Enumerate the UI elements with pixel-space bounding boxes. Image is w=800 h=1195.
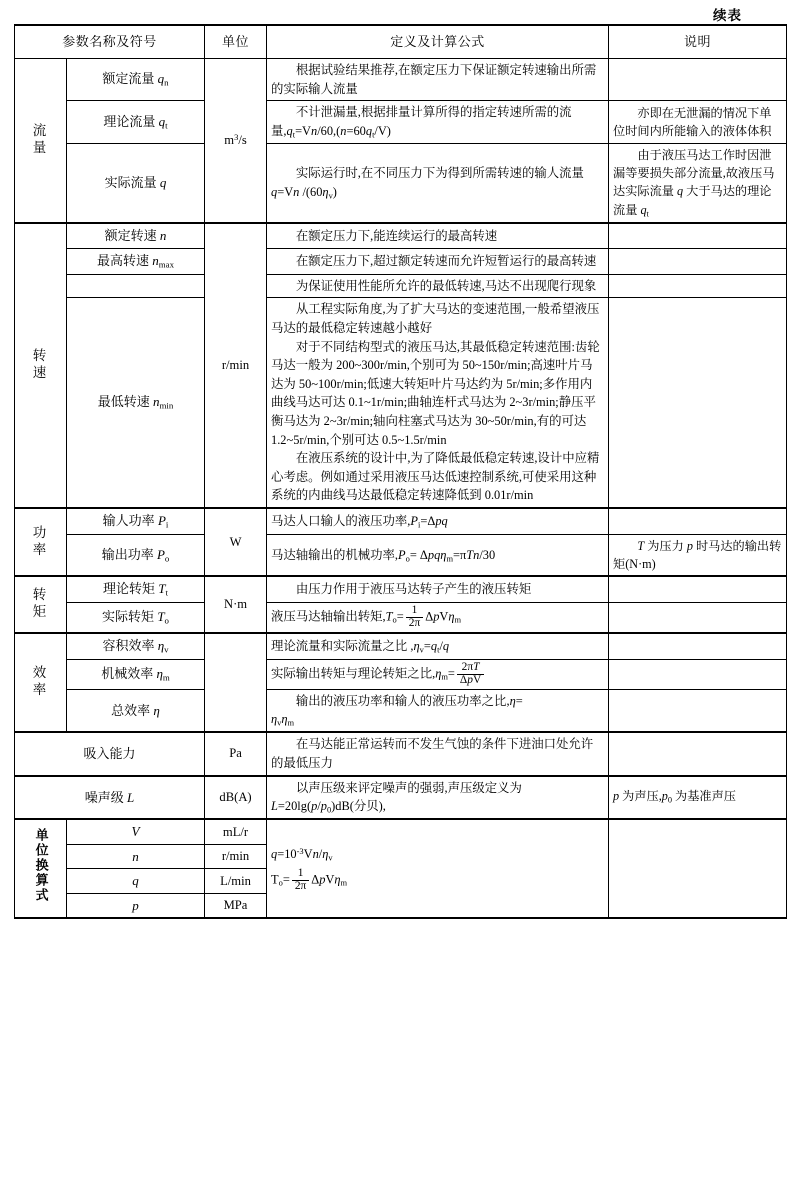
param-name-rated-speed: 额定转速 n xyxy=(67,223,205,248)
table-row xyxy=(15,732,787,775)
definition-output-power: 马达轴输出的机械功率$,P_o= \Delta pq\eta_m=\pi Tn/30$ xyxy=(267,534,609,576)
table-row xyxy=(15,659,787,689)
definition-theoretical-torque: 由压力作用于液压马达转子产生的液压转矩 xyxy=(267,576,609,602)
unit-suction-capacity: Pa xyxy=(205,732,267,775)
conversion-formulas xyxy=(267,819,609,918)
note-output-power: T 为压力 p 时马达的输出转矩(N·m) xyxy=(609,534,787,576)
group-label-efficiency: 效 率 xyxy=(15,633,67,732)
note-mechanical-efficiency xyxy=(609,659,787,689)
group-label-power: 功 率 xyxy=(15,508,67,576)
table-row xyxy=(15,534,787,576)
table-row xyxy=(15,59,787,101)
header-param: 参数名称及符号 xyxy=(15,25,205,59)
definition-rated-speed: 在额定压力下,能连续运行的最高转速 xyxy=(267,223,609,248)
table-row xyxy=(15,223,787,248)
conversion-unit-q: L/min xyxy=(205,869,267,894)
unit-noise-level: dB(A) xyxy=(205,776,267,820)
conversion-unit-V: mL/r xyxy=(205,819,267,844)
table-row xyxy=(15,603,787,633)
table-row xyxy=(15,298,787,508)
param-name-noise-level: 噪声级 L xyxy=(15,776,205,820)
param-name-input-power: 输人功率 $P_i$ xyxy=(67,508,205,534)
note-unit-conversion xyxy=(609,819,787,918)
table-row xyxy=(15,248,787,274)
conversion-formula-q: $q=10^{-3}Vn/\eta_v$ xyxy=(271,846,333,863)
definition-actual-torque: 液压马达轴输出转矩$,T_o=$ $\frac{1}{2\pi}$ ΔpVη$_m$ xyxy=(267,603,609,633)
note-theoretical-torque xyxy=(609,576,787,602)
definition-theoretical-flow: 不计泄漏量,根据排量计算所得的指定转速所需的流量$,q_t=Vn/60,(n=60q_t/V)$ xyxy=(267,101,609,144)
definition-mechanical-efficiency: 实际输出转矩与理论转矩之比$,\eta_m=$ $\frac{2\pi T}{\text{ΔpV}}$ xyxy=(267,659,609,689)
definition-volumetric-efficiency: 理论流量和实际流量之比 $,\eta_v=q_t/q$ xyxy=(267,633,609,659)
group-label-flow: 流 量 xyxy=(15,59,67,224)
continued-table-caption: 续表 xyxy=(713,8,742,23)
note-volumetric-efficiency xyxy=(609,633,787,659)
definition-creep: 为保证使用性能所允许的最低转速,马达不出现爬行现象 xyxy=(267,274,609,298)
conversion-symbol-q: q xyxy=(67,869,205,894)
note-actual-flow: 由于液压马达工作时因泄漏等要损失部分流量,故液压马达实际流量 q 大于马达的理论流量 $q_t$ xyxy=(609,143,787,223)
definition-min-speed-p3: 在液压系统的设计中,为了降低最低稳定转速,设计中应精心考虑。例如通过采用液压马达低速控制系统,可使采用这种系统的内曲线马达最低稳定转速降低到 0.01r/min xyxy=(271,451,600,503)
table-header-row xyxy=(15,25,787,59)
group-label-torque: 转 矩 xyxy=(15,576,67,633)
conversion-symbol-p: p xyxy=(67,893,205,918)
definition-max-speed: 在额定压力下,超过额定转速而允许短暂运行的最高转速 xyxy=(267,248,609,274)
note-creep xyxy=(609,274,787,298)
table-row xyxy=(15,819,787,844)
note-max-speed xyxy=(609,248,787,274)
table-row xyxy=(15,274,787,298)
conversion-formula-To: $T_o=$ $\frac{1}{2\pi}$ ΔpVη$_m$ xyxy=(271,866,348,892)
note-rated-speed xyxy=(609,223,787,248)
param-name-suction-capacity: 吸入能力 xyxy=(15,732,205,775)
definition-min-speed xyxy=(267,298,609,508)
definition-min-speed-p1: 从工程实际角度,为了扩大马达的变速范围,一般希望液压马达的最低稳定转速越小越好 xyxy=(271,302,600,335)
definition-rated-flow: 根据试验结果推荐,在额定压力下保证额定转速输出所需的实际输人流量 xyxy=(267,59,609,101)
definition-input-power: 马达人口输人的液压功率$,P_i=\Delta pq$ xyxy=(267,508,609,534)
conversion-symbol-V: V xyxy=(67,819,205,844)
param-name-max-speed: 最高转速 $n_{max}$ xyxy=(67,248,205,274)
header-unit: 单位 xyxy=(205,25,267,59)
param-name-output-power: 输出功率 $P_o$ xyxy=(67,534,205,576)
group-label-unit-conversion: 单位换算式 xyxy=(15,819,67,918)
definition-noise-level: 以声压级来评定噪声的强弱,声压级定义为 $L=20\lg(p/p_0)dB$(分贝), xyxy=(267,776,609,820)
param-name-theoretical-torque: 理论转矩 $T_t$ xyxy=(67,576,205,602)
param-name-rated-flow: 额定流量 $q_n$ xyxy=(67,59,205,101)
motor-parameters-table xyxy=(14,24,787,919)
definition-total-efficiency: 输出的液压功率和输人的液压功率之比,η= $\eta_v\eta_m$ xyxy=(267,689,609,732)
header-definition: 定义及计算公式 xyxy=(267,25,609,59)
param-name-actual-flow: 实际流量 q xyxy=(67,143,205,223)
conversion-unit-p: MPa xyxy=(205,893,267,918)
note-min-speed xyxy=(609,298,787,508)
table-row xyxy=(15,776,787,820)
definition-min-speed-p2: 对于不同结构型式的液压马达,其最低稳定转速范围:齿轮马达一般为 200~300r/min,个别可为 50~150r/min;高速叶片马达为 50~100r/min;低速大转矩叶片马达约为 5r/min;多作用内曲线马达可达 0.1~1r/min;曲轴连杆式马达为 2~3r/min;静压平衡马达为 2~3r/min;轴向柱塞式马达为 30~50r/min,有的可达 1.2~5r/min,个别可达 0.5~1.5r/min xyxy=(271,339,600,447)
note-total-efficiency xyxy=(609,689,787,732)
note-suction-capacity xyxy=(609,732,787,775)
conversion-unit-n: r/min xyxy=(205,844,267,869)
note-theoretical-flow: 亦即在无泄漏的情况下单位时间内所能输入的液体体积 xyxy=(609,101,787,144)
table-row xyxy=(15,689,787,732)
param-name-volumetric-efficiency: 容积效率 $\eta_v$ xyxy=(67,633,205,659)
table-row xyxy=(15,101,787,144)
param-name-empty xyxy=(67,274,205,298)
definition-actual-flow: 实际运行时,在不同压力下为得到所需转速的输人流量 q=Vn $/(60\eta_v)$ xyxy=(267,143,609,223)
group-label-speed: 转 速 xyxy=(15,223,67,508)
param-name-actual-torque: 实际转矩 $T_o$ xyxy=(67,603,205,633)
param-name-theoretical-flow: 理论流量 $q_t$ xyxy=(67,101,205,144)
unit-efficiency xyxy=(205,633,267,732)
unit-torque: N·m xyxy=(205,576,267,633)
param-name-mechanical-efficiency: 机械效率 $\eta_m$ xyxy=(67,659,205,689)
table-row xyxy=(15,576,787,602)
note-input-power xyxy=(609,508,787,534)
note-actual-torque xyxy=(609,603,787,633)
note-rated-flow xyxy=(609,59,787,101)
table-row xyxy=(15,508,787,534)
unit-power: W xyxy=(205,508,267,576)
unit-flow: $m^3/s$ xyxy=(205,59,267,224)
definition-suction-capacity: 在马达能正常运转而不发生气蚀的条件下进油口处允许的最低压力 xyxy=(267,732,609,775)
param-name-total-efficiency: 总效率 η xyxy=(67,689,205,732)
param-name-min-speed: 最低转速 $n_{min}$ xyxy=(67,298,205,508)
table-row xyxy=(15,633,787,659)
header-note: 说明 xyxy=(609,25,787,59)
table-row xyxy=(15,143,787,223)
unit-speed: r/min xyxy=(205,223,267,508)
note-noise-level: p 为声压$,p_0$ 为基准声压 xyxy=(609,776,787,820)
continued-table-caption-row xyxy=(14,0,786,24)
conversion-symbol-n: n xyxy=(67,844,205,869)
